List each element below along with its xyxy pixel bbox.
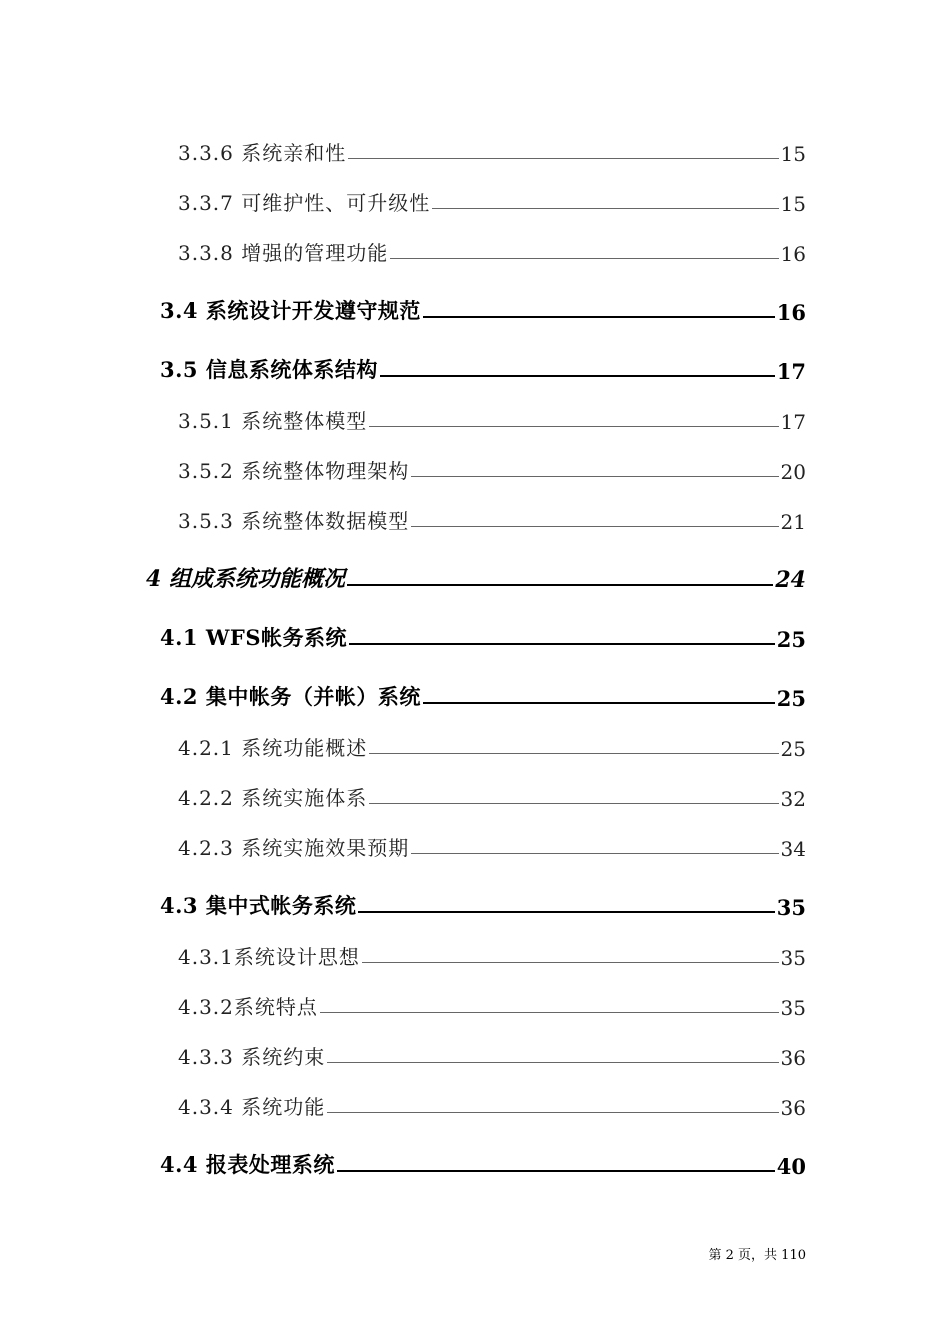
toc-entry[interactable] xyxy=(146,563,806,593)
toc-entry-label: 4.3.2系统特点 xyxy=(178,995,318,1019)
toc-entry[interactable] xyxy=(178,831,806,861)
toc-entry-label: 4.2 集中帐务（并帐）系统 xyxy=(160,684,421,709)
toc-entry[interactable] xyxy=(178,236,806,266)
toc-entry[interactable] xyxy=(178,404,806,434)
toc-leader-line xyxy=(380,375,775,377)
toc-entry-label: 3.5 信息系统体系结构 xyxy=(160,357,378,382)
toc-entry[interactable] xyxy=(178,1040,806,1070)
toc-entry-label: 4.1 WFS帐务系统 xyxy=(160,625,348,650)
page-footer: 第 2 页，共 110 xyxy=(708,1248,806,1263)
toc-entry-page: 24 xyxy=(775,567,806,593)
toc-entry-label: 3.4 系统设计开发遵守规范 xyxy=(160,298,421,323)
toc-entry-page: 40 xyxy=(776,1154,806,1179)
toc-entry[interactable] xyxy=(178,454,806,484)
toc-leader-line xyxy=(327,1112,778,1113)
toc-entry-label: 4.3.3 系统约束 xyxy=(178,1045,326,1069)
toc-leader-line xyxy=(390,258,778,259)
toc-entry-label: 4.3.1系统设计思想 xyxy=(178,945,360,969)
toc-entry-page: 25 xyxy=(780,737,806,761)
toc-entry-page: 15 xyxy=(780,142,806,166)
toc-entry[interactable] xyxy=(178,731,806,761)
toc-leader-line xyxy=(411,853,778,854)
toc-entry-page: 34 xyxy=(780,837,806,861)
toc-entry-label: 4.4 报表处理系统 xyxy=(160,1152,335,1177)
toc-entry-label: 4 组成系统功能概况 xyxy=(146,566,345,592)
toc-entry-page: 21 xyxy=(780,510,806,534)
toc-entry[interactable] xyxy=(178,504,806,534)
toc-entry-label: 3.3.7 可维护性、可升级性 xyxy=(178,191,431,215)
toc-entry-page: 17 xyxy=(776,359,806,384)
toc-entry[interactable] xyxy=(178,136,806,166)
toc-leader-line xyxy=(423,316,775,318)
toc-leader-line xyxy=(327,1062,778,1063)
toc-leader-line xyxy=(411,526,778,527)
toc-leader-line xyxy=(369,753,778,754)
toc-entry-label: 3.5.1 系统整体模型 xyxy=(178,409,368,433)
toc-leader-line xyxy=(337,1170,775,1172)
toc-entry-label: 4.3.4 系统功能 xyxy=(178,1095,326,1119)
toc-entry[interactable] xyxy=(178,1090,806,1120)
toc-entry[interactable] xyxy=(160,890,806,920)
toc-entry[interactable] xyxy=(160,1149,806,1179)
toc-entry-label: 3.3.6 系统亲和性 xyxy=(178,141,347,165)
toc-entry-label: 3.5.2 系统整体物理架构 xyxy=(178,459,410,483)
toc-entry-page: 35 xyxy=(776,895,806,920)
toc-leader-line xyxy=(411,476,778,477)
toc-leader-line xyxy=(369,803,778,804)
toc-entry[interactable] xyxy=(160,354,806,384)
toc-entry-page: 17 xyxy=(780,410,806,434)
toc-leader-line xyxy=(348,158,778,159)
toc-leader-line xyxy=(349,643,775,645)
toc-entry[interactable] xyxy=(160,295,806,325)
toc-leader-line xyxy=(432,208,778,209)
toc-entry-page: 32 xyxy=(780,787,806,811)
toc-entry-page: 16 xyxy=(776,300,806,325)
toc-entry[interactable] xyxy=(160,681,806,711)
toc-entry-label: 4.2.3 系统实施效果预期 xyxy=(178,836,410,860)
toc-entry-label: 4.3 集中式帐务系统 xyxy=(160,893,357,918)
toc-leader-line xyxy=(369,426,778,427)
toc-leader-line xyxy=(320,1012,779,1013)
toc-leader-line xyxy=(358,911,774,913)
toc-entry-label: 3.5.3 系统整体数据模型 xyxy=(178,509,410,533)
toc-entry[interactable] xyxy=(178,990,806,1020)
toc-entry-page: 25 xyxy=(776,686,806,711)
toc-entry[interactable] xyxy=(178,940,806,970)
toc-entry-page: 16 xyxy=(780,242,806,266)
toc-entry-page: 25 xyxy=(776,627,806,652)
toc-entry-page: 35 xyxy=(780,946,806,970)
toc-leader-line xyxy=(347,584,773,586)
toc-entry-page: 20 xyxy=(780,460,806,484)
toc-entry-label: 3.3.8 增强的管理功能 xyxy=(178,241,389,265)
toc-entry-label: 4.2.1 系统功能概述 xyxy=(178,736,368,760)
toc-entry-page: 36 xyxy=(780,1096,806,1120)
toc-entry-page: 35 xyxy=(780,996,806,1020)
toc-entry[interactable] xyxy=(178,186,806,216)
toc-entry[interactable] xyxy=(178,781,806,811)
toc-leader-line xyxy=(423,702,775,704)
toc-leader-line xyxy=(362,962,779,963)
toc-entry-label: 4.2.2 系统实施体系 xyxy=(178,786,368,810)
toc-entry-page: 36 xyxy=(780,1046,806,1070)
toc-entry-page: 15 xyxy=(780,192,806,216)
toc-entry[interactable] xyxy=(160,622,806,652)
